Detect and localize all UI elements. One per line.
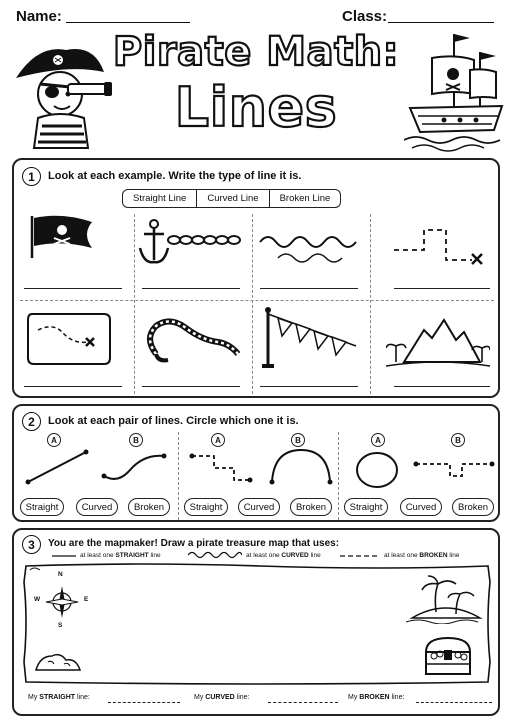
compass-e: E bbox=[84, 596, 89, 603]
section-number: 1 bbox=[22, 167, 41, 186]
palm-island-icon bbox=[406, 574, 484, 624]
answer-line[interactable] bbox=[142, 288, 240, 289]
class-label: Class: bbox=[342, 8, 388, 25]
name-label: Name: bbox=[16, 8, 62, 25]
word-bank-item: Straight Line bbox=[123, 190, 197, 207]
broken-line-icon bbox=[186, 450, 256, 486]
pirate-flag-icon bbox=[26, 212, 98, 260]
compass-n: N bbox=[58, 571, 63, 578]
answer-line[interactable] bbox=[260, 288, 358, 289]
name-blank[interactable] bbox=[66, 22, 190, 23]
option-label-a: A bbox=[211, 433, 225, 447]
footer-broken-label: My BROKEN line: bbox=[348, 694, 405, 701]
rocks-icon bbox=[34, 648, 84, 674]
arc-line-icon bbox=[266, 446, 336, 486]
section-2 bbox=[12, 404, 500, 522]
compass-s: S bbox=[58, 622, 63, 629]
legend-curved: at least one CURVED line bbox=[246, 552, 321, 559]
section-instruction: You are the mapmaker! Draw a pirate treasure map that uses: bbox=[48, 538, 340, 549]
footer-broken-line[interactable] bbox=[416, 702, 492, 703]
answer-line[interactable] bbox=[24, 386, 122, 387]
page-subtitle: Lines bbox=[174, 76, 338, 139]
option-label-a: A bbox=[371, 433, 385, 447]
curved-line-icon bbox=[100, 450, 170, 486]
option-label-b: B bbox=[451, 433, 465, 447]
rope-icon bbox=[142, 314, 242, 368]
footer-curved-line[interactable] bbox=[268, 702, 338, 703]
straight-line-sample-icon bbox=[52, 552, 76, 560]
straight-line-icon bbox=[22, 446, 92, 488]
dashed-path-icon bbox=[390, 224, 486, 268]
option-label-b: B bbox=[291, 433, 305, 447]
choice-broken[interactable]: Broken bbox=[452, 498, 494, 516]
choice-straight[interactable]: Straight bbox=[184, 498, 228, 516]
word-bank-item: Curved Line bbox=[197, 190, 269, 207]
footer-straight-line[interactable] bbox=[108, 702, 180, 703]
section-3 bbox=[12, 528, 500, 716]
anchor-chain-icon bbox=[138, 218, 246, 268]
treasure-map-icon bbox=[24, 308, 114, 368]
curved-line-sample-icon bbox=[188, 550, 242, 560]
answer-line[interactable] bbox=[394, 386, 490, 387]
word-bank bbox=[122, 189, 341, 208]
answer-line[interactable] bbox=[260, 386, 358, 387]
island-mountain-icon bbox=[386, 312, 490, 370]
broken-line-icon bbox=[412, 454, 496, 484]
word-bank-item: Broken Line bbox=[279, 193, 331, 204]
option-label-b: B bbox=[129, 433, 143, 447]
footer-curved-label: My CURVED line: bbox=[194, 694, 250, 701]
answer-line[interactable] bbox=[142, 386, 240, 387]
legend-broken: at least one BROKEN line bbox=[384, 552, 460, 559]
section-1 bbox=[12, 158, 500, 398]
choice-straight[interactable]: Straight bbox=[20, 498, 64, 516]
bunting-flags-icon bbox=[258, 306, 362, 370]
compass-w: W bbox=[34, 596, 41, 603]
section-number: 3 bbox=[22, 535, 41, 554]
answer-line[interactable] bbox=[24, 288, 122, 289]
treasure-chest-icon bbox=[420, 634, 476, 678]
compass-icon bbox=[42, 578, 82, 626]
broken-line-sample-icon bbox=[340, 552, 380, 560]
choice-straight[interactable]: Straight bbox=[344, 498, 388, 516]
choice-curved[interactable]: Curved bbox=[238, 498, 280, 516]
choice-curved[interactable]: Curved bbox=[400, 498, 442, 516]
legend-straight: at least one STRAIGHT line bbox=[80, 552, 161, 559]
waves-icon bbox=[258, 230, 362, 264]
section-number: 2 bbox=[22, 412, 41, 431]
circle-line-icon bbox=[352, 450, 402, 490]
footer-straight-label: My STRAIGHT line: bbox=[28, 694, 90, 701]
choice-curved[interactable]: Curved bbox=[76, 498, 118, 516]
class-blank[interactable] bbox=[388, 22, 494, 23]
pirate-ship-icon bbox=[404, 30, 508, 152]
answer-line[interactable] bbox=[394, 288, 490, 289]
option-label-a: A bbox=[47, 433, 61, 447]
section-instruction: Look at each pair of lines. Circle which one it is. bbox=[48, 415, 299, 427]
section-instruction: Look at each example. Write the type of line it is. bbox=[48, 170, 302, 182]
choice-broken[interactable]: Broken bbox=[128, 498, 170, 516]
page-title: Pirate Math: bbox=[112, 29, 400, 75]
choice-broken[interactable]: Broken bbox=[290, 498, 332, 516]
